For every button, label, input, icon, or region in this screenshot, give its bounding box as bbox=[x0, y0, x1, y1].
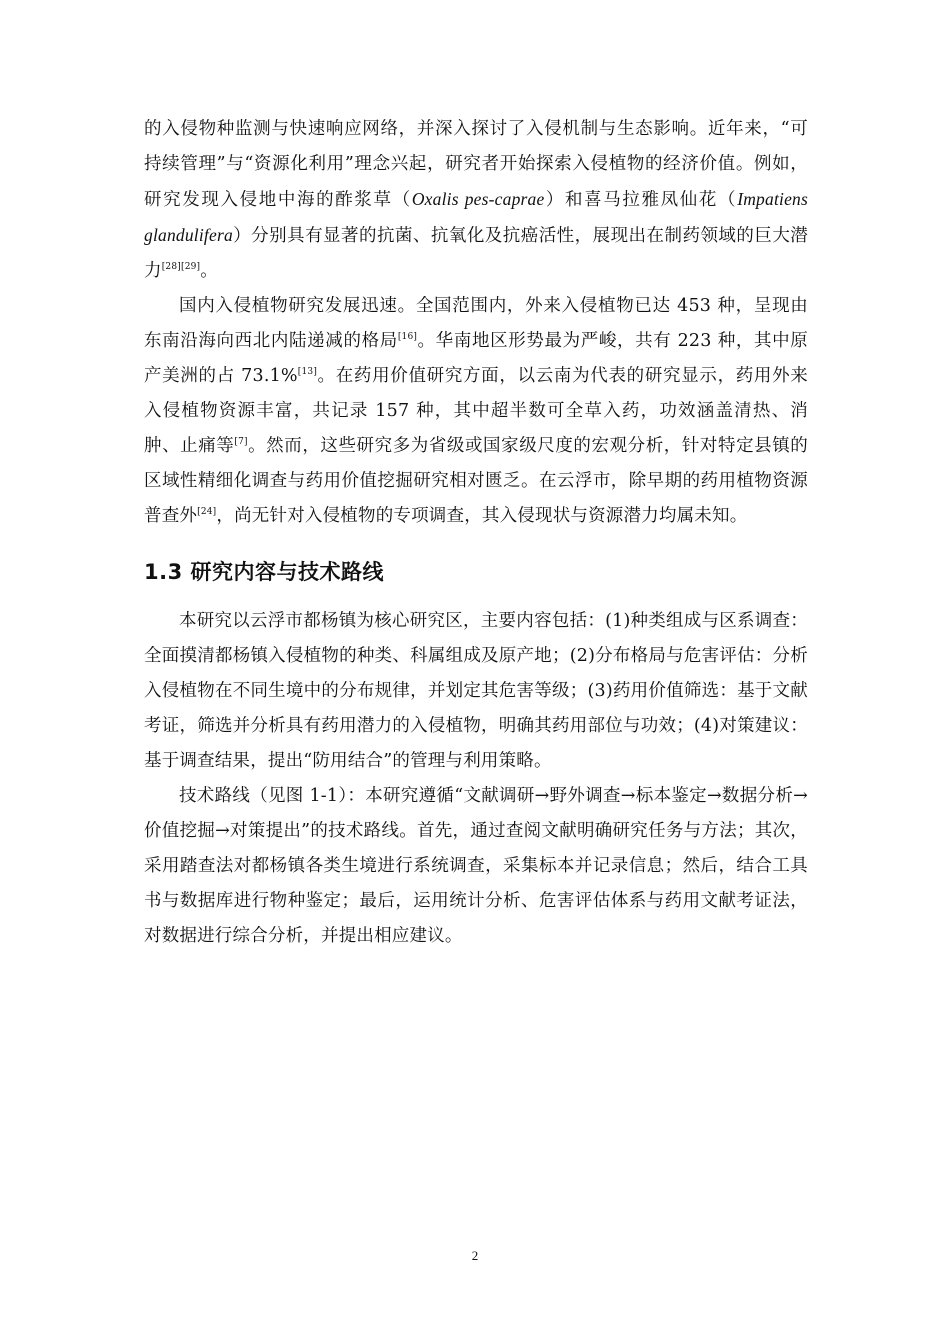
text-run: 的入侵物种监测与快速响应网络，并深入探讨了入侵机制与生态影响。近年来，“可持续管理”与“资源化利用”理念兴起，研究者开始探索入侵植物的经济价值。例如，研究发现入侵地中海的酢浆草（ bbox=[144, 119, 808, 210]
text-run: 。华南地区形势最为严峻，共有 223 种，其中原产美洲的占 73.1% bbox=[144, 331, 808, 386]
text-run: 。 bbox=[200, 261, 218, 281]
text-run: ，尚无针对入侵植物的专项调查，其入侵现状与资源潜力均属未知。 bbox=[216, 506, 748, 526]
citation-ref: [24] bbox=[197, 507, 217, 518]
paragraph-research-content: 本研究以云浮市都杨镇为核心研究区，主要内容包括：(1)种类组成与区系调查：全面摸清都杨镇入侵植物的种类、科属组成及原产地；(2)分布格局与危害评估：分析入侵植物在不同生境中的分布规律，并划定其危害等级；(3)药用价值筛选：基于文献考证，筛选并分析具有药用潜力的入侵植物，明确其药用部位与功效；(4)对策建议：基于调查结果，提出“防用结合”的管理与利用策略。 bbox=[144, 611, 808, 771]
text-run: 。在药用价值研究方面，以云南为代表的研究显示，药用外来入侵植物资源丰富，共记录 157 种，其中超半数可全草入药，功效涵盖清热、消肿、止痛等 bbox=[144, 366, 808, 456]
species-name-oxalis: Oxalis pes-caprae bbox=[411, 189, 545, 209]
citation-ref: [7] bbox=[234, 437, 248, 448]
text-run: 。然而，这些研究多为省级或国家级尺度的宏观分析，针对特定县镇的区域性精细化调查与药用价值挖掘研究相对匮乏。在云浮市，除早期的药用植物资源普查外 bbox=[144, 436, 809, 526]
text-run: ）分别具有显著的抗菌、抗氧化及抗癌活性，展现出在制药领域的巨大潜力 bbox=[144, 226, 808, 281]
paragraph-international-research bbox=[144, 112, 808, 289]
paragraph-domestic-research bbox=[144, 289, 808, 534]
text-run: ）和喜马拉雅凤仙花（ bbox=[544, 190, 738, 210]
page-number: 2 bbox=[471, 1248, 479, 1263]
citation-ref: [13] bbox=[297, 367, 318, 378]
document-body bbox=[144, 112, 808, 954]
section-heading: 1.3 研究内容与技术路线 bbox=[144, 560, 385, 584]
text-run: 国内入侵植物研究发展迅速。全国范围内，外来入侵植物已达 453 种，呈现由东南沿海向西北内陆递减的格局 bbox=[144, 296, 808, 351]
paragraph-technical-route: 技术路线（见图 1-1）：本研究遵循“文献调研→野外调查→标本鉴定→数据分析→价值挖掘→对策提出”的技术路线。首先，通过查阅文献明确研究任务与方法；其次，采用踏查法对都杨镇各类生境进行系统调查，采集标本并记录信息；然后，结合工具书与数据库进行物种鉴定；最后，运用统计分析、危害评估体系与药用文献考证法，对数据进行综合分析，并提出相应建议。 bbox=[144, 786, 808, 946]
citation-ref: [16] bbox=[397, 332, 418, 343]
citation-ref: [28][29] bbox=[161, 262, 201, 273]
species-name-impatiens: Impatiens glandulifera bbox=[144, 189, 809, 245]
